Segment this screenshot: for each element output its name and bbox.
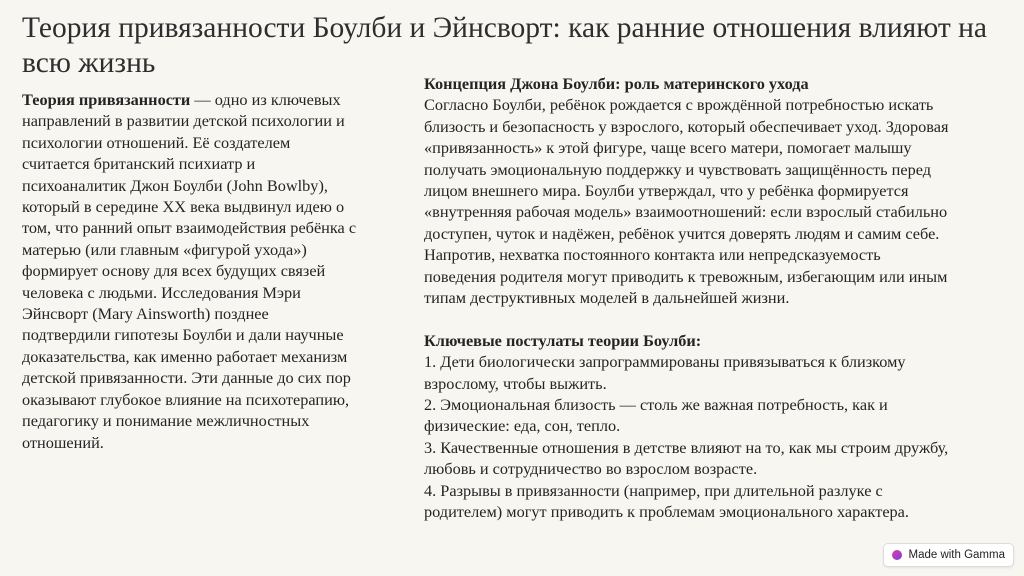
- intro-text-line: педагогику и понимание межличностных: [22, 411, 310, 431]
- intro-text-line: матерью (или главным «фигурой ухода»): [22, 239, 307, 259]
- concept-text-line: поведения родителя могут приводить к тревожным, избегающим или иным: [424, 266, 948, 286]
- intro-lead-rest: — одно из ключевых: [190, 90, 341, 109]
- intro-text-line: подтвердили гипотезы Боулби и дали научные: [22, 325, 344, 345]
- postulates-heading: Ключевые постулаты теории Боулби:: [424, 330, 702, 350]
- postulate-text-line: физические: еда, сон, тепло.: [424, 416, 621, 436]
- intro-text-line: направлений в развитии детской психологии и: [22, 111, 345, 131]
- postulate-text-line: родителем) могут приводить к проблемам эмоционального характера.: [424, 502, 909, 522]
- intro-column: [22, 89, 356, 453]
- made-with-gamma-badge[interactable]: [883, 543, 1014, 567]
- intro-text-line: психологии отношений. Её создателем: [22, 132, 291, 152]
- slide-title: Теория привязанности Боулби и Эйнсворт: как ранние отношения влияют на всю жизнь: [22, 12, 988, 79]
- postulate-text-line: 3. Качественные отношения в детстве влияют на то, как мы строим дружбу,: [424, 437, 949, 457]
- concept-text-line: доступен, чуток и надёжен, ребёнок учится доверять людям и самим себе.: [424, 223, 940, 243]
- concept-column: [424, 73, 948, 523]
- intro-text-line: Эйнсворт (Mary Ainsworth) позднее: [22, 304, 269, 324]
- intro-text-line: отношений.: [22, 432, 104, 452]
- postulate-text-line: 4. Разрывы в привязанности (например, при длительной разлуке с: [424, 480, 883, 500]
- intro-text-line: формирует основу для всех будущих связей: [22, 261, 326, 281]
- postulate-text-line: 2. Эмоциональная близость — столь же важная потребность, как и: [424, 395, 888, 415]
- postulate-text-line: любовь и сотрудничество во взрослом возрасте.: [424, 459, 758, 479]
- intro-text-line: доказательства, как именно работает механизм: [22, 346, 348, 366]
- concept-text-line: Согласно Боулби, ребёнок рождается с врождённой потребностью искать: [424, 95, 934, 115]
- intro-text-line: оказывают глубокое влияние на психотерапию,: [22, 389, 350, 409]
- intro-lead-bold: Теория привязанности: [22, 90, 191, 109]
- concept-text-line: лицом внешнего мира. Боулби утверждал, что у ребёнка формируется: [424, 181, 909, 201]
- postulate-text-line: 1. Дети биологически запрограммированы привязываться к близкому: [424, 352, 906, 372]
- concept-text-line: получать эмоциональную поддержку и чувствовать защищённость перед: [424, 159, 932, 179]
- intro-text-line: психоаналитик Джон Боулби (John Bowlby),: [22, 175, 328, 195]
- postulate-text-line: взрослому, чтобы выжить.: [424, 373, 607, 393]
- concept-text-line: типам деструктивных моделей в дальнейшей жизни.: [424, 288, 790, 308]
- badge-label: Made with Gamma: [908, 549, 1005, 561]
- intro-lead-line: [22, 89, 356, 110]
- concept-text-line: «внутренняя рабочая модель» взаимоотношений: если взрослый стабильно: [424, 202, 948, 222]
- intro-text-line: том, что ранний опыт взаимодействия ребёнка с: [22, 218, 357, 238]
- concept-text-line: близость и безопасность у взрослого, который обеспечивает уход. Здоровая: [424, 116, 949, 136]
- intro-text-line: детской привязанности. Эти данные до сих пор: [22, 368, 351, 388]
- intro-text-line: считается британский психиатр и: [22, 154, 256, 174]
- gamma-logo-icon: [892, 550, 902, 560]
- intro-text-line: который в середине XX века выдвинул идею о: [22, 197, 345, 217]
- concept-text-line: «привязанность» к этой фигуре, чаще всего матери, помогает малышу: [424, 138, 912, 158]
- intro-text-line: человека с людьми. Исследования Мэри: [22, 282, 301, 302]
- concept-text-line: Напротив, нехватка постоянного контакта или непредсказуемость: [424, 245, 881, 265]
- concept-heading: Концепция Джона Боулби: роль материнского ухода: [424, 74, 809, 93]
